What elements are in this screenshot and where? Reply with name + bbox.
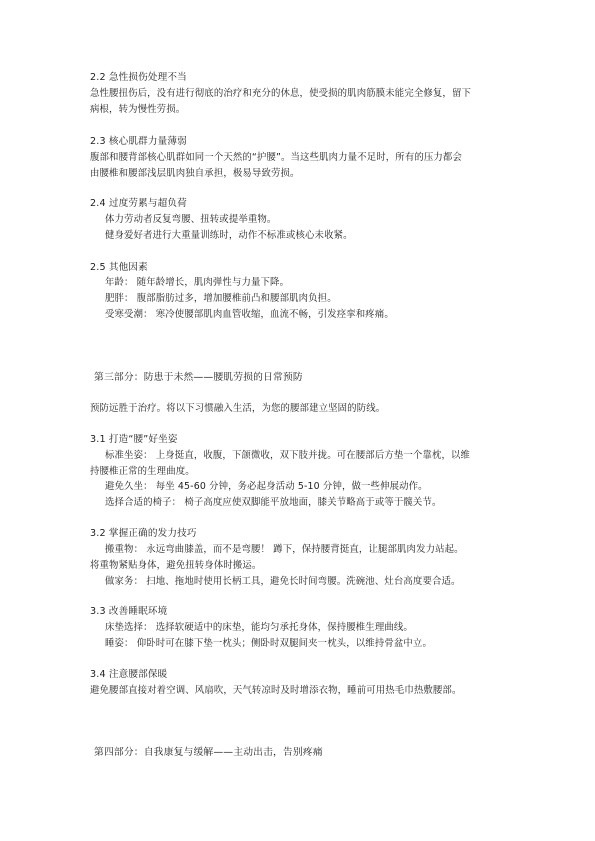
section-3-2-text-line: 做家务： 扫地、拖地时使用长柄工具，避免长时间弯腰。洗碗池、灶台高度要合适。 [105,576,461,587]
section-2-5-text-line: 受寒受潮： 寒冷使腰部肌肉血管收缩，血流不畅，引发痉挛和疼痛。 [105,309,394,320]
section-2-3-text-line: 腹部和腰背部核心肌群如同一个天然的“护腰”。当这些肌肉力量不足时，所有的压力都会 [90,152,462,163]
section-3-1-text-line: 持腰椎正常的生理曲度。 [90,466,195,477]
section-2-5-text-line: 年龄： 随年龄增长，肌肉弹性与力量下降。 [105,277,290,288]
part-3-intro: 预防远胜于治疗。将以下习惯融入生活，为您的腰部建立坚固的防线。 [90,403,386,414]
section-3-4-text-line: 避免腰部直接对着空调、风扇吹，天气转凉时及时增添衣物，睡前可用热毛巾热敷腰部。 [90,685,462,696]
section-2-4-text-line: 体力劳动者反复弯腰、扭转或提举重物。 [105,214,277,225]
section-2-4-heading: 2.4 过度劳累与超负荷 [90,198,187,209]
section-3-4-heading: 3.4 注意腰部保暖 [90,669,168,680]
section-2-5-text-line: 肥胖： 腹部脂肪过多，增加腰椎前凸和腰部肌肉负担。 [105,293,337,304]
section-3-3-text-line: 睡姿： 仰卧时可在膝下垫一枕头；侧卧时双腿间夹一枕头，以维持骨盆中立。 [105,638,432,649]
section-2-2-text-line: 病根，转为慢性劳损。 [90,104,186,115]
section-3-1-text-line: 避免久坐： 每坐 45-60 分钟，务必起身活动 5-10 分钟，做一些伸展动作。 [105,481,428,492]
section-3-2-text-line: 搬重物： 永远弯曲膝盖，而不是弯腰！ 蹲下，保持腰背挺直，让腿部肌肉发力站起。 [105,544,464,555]
section-3-1-heading: 3.1 打造“腰”好坐姿 [90,434,178,445]
section-3-2-heading: 3.2 掌握正确的发力技巧 [90,528,197,539]
section-3-3-text-line: 床垫选择： 选择软硬适中的床垫，能均匀承托身体，保持腰椎生理曲线。 [105,622,413,633]
section-2-3-text-line: 由腰椎和腰部浅层肌肉独自承担，极易导致劳损。 [90,168,300,179]
section-2-2-text-line: 急性腰扭伤后，没有进行彻底的治疗和充分的休息，使受损的肌肉筋膜未能完全修复，留下 [90,88,472,99]
section-2-3-heading: 2.3 核心肌群力量薄弱 [90,136,187,147]
section-3-1-text-line: 选择合适的椅子： 椅子高度应使双脚能平放地面，膝关节略高于或等于髋关节。 [105,497,442,508]
section-3-3-heading: 3.3 改善睡眠环境 [90,606,168,617]
section-3-2-text-line: 将重物紧贴身体，避免扭转身体时搬运。 [90,560,262,571]
section-2-5-heading: 2.5 其他因素 [90,262,148,273]
section-2-4-text-line: 健身爱好者进行大重量训练时，动作不标准或核心未收紧。 [105,230,353,241]
section-3-1-text-line: 标准坐姿： 上身挺直，收腹，下颌微收，双下肢并拢。可在腰部后方垫一个靠枕，以维 [105,450,471,461]
part-4-title: 第四部分：自我康复与缓解——主动出击，告别疼痛 [94,747,323,758]
part-3-title: 第三部分：防患于未然——腰肌劳损的日常预防 [94,372,303,383]
section-2-2-heading: 2.2 急性损伤处理不当 [90,72,187,83]
